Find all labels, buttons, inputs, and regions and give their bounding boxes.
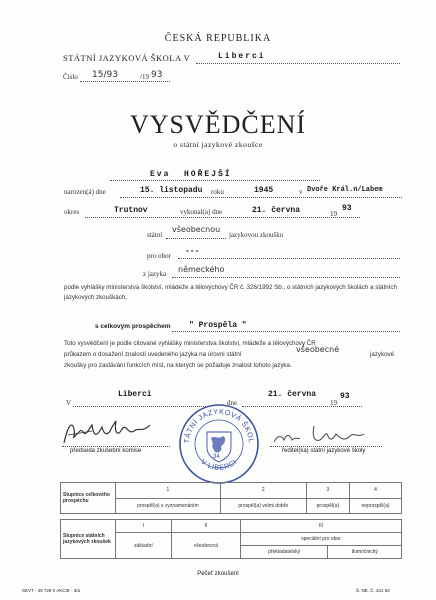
born-label: narozen(á) dne [64, 188, 106, 196]
field-line [178, 258, 400, 259]
grade-scale-label: Stupnice celkového prospěchu [61, 483, 116, 514]
exam-type-line [166, 238, 226, 239]
language-line [172, 277, 400, 278]
grade-number: 1 [116, 483, 221, 499]
country-title: ČESKÁ REPUBLIKA [164, 33, 272, 44]
number-label: Číslo [63, 73, 78, 81]
exam-type-name: základní [116, 533, 172, 559]
state-label: státní [147, 231, 163, 239]
exam-year-prefix: 19 [330, 210, 337, 218]
exam-number: III [240, 520, 401, 533]
document-title: VYSVĚDČENÍ [129, 110, 307, 139]
stamp-text-bottom: V LIBERCI [199, 457, 239, 472]
exam-scale-table [60, 519, 402, 559]
year-value: 93 [151, 70, 163, 80]
issued-year: 93 [340, 392, 350, 401]
exam-date-label: vykonal(a) dne [180, 208, 223, 216]
grade-number: 3 [306, 483, 349, 499]
left-signature [58, 415, 158, 447]
exam-number: II [171, 520, 240, 533]
born-place: Dvoře Král.n/Labem [307, 186, 383, 194]
number-line [80, 81, 170, 82]
school-city: Liberci [218, 52, 266, 61]
stamp-note: Pečeť zkoušení [197, 571, 239, 577]
stamp-text-top: TÁTNÍ JAZYKOVÁ ŠKOL [181, 406, 257, 444]
field-label: pro obor [147, 252, 171, 260]
issued-place: Liberci [118, 390, 152, 399]
exam-subtype-name: překladatelský [240, 546, 327, 559]
right-signature [270, 420, 370, 448]
law-text: podle vyhlášky ministerstva školství, mládeže a tělovýchovy ČR č. 326/1992 Sb., o státních jazykových školách a státních jazykových zkouškách, [64, 284, 397, 301]
exam-date: 21. června [252, 206, 301, 215]
district-line [85, 217, 360, 218]
name-line [110, 180, 320, 181]
cert-line-1: Toto vysvědčení je podle citované vyhlášky ministerstva školství, mládeže a tělovýchovy ČR [64, 340, 316, 347]
result-label: s celkovým prospěchem [95, 323, 171, 330]
school-stamp [177, 402, 261, 486]
exam-type-name: speciální pro obor [240, 533, 401, 546]
number-value: 15/93 [92, 70, 118, 80]
born-date: 15. listopadu [140, 186, 203, 195]
grade-name: neprospěl(a) [350, 498, 402, 514]
left-signature-role: předseda zkušební komise [70, 448, 142, 454]
right-signature-line [270, 446, 382, 447]
cert-line-2-start: průkazem o dosažení znalosti uvedeného jazyka na úrovni státní [64, 351, 242, 358]
right-signature-role: ředitel(ka) státní jazykové školy [282, 448, 366, 454]
year-prefix: /19 [140, 73, 149, 81]
grade-name: prospěl(a) [306, 498, 349, 514]
language-label: z jazyka [143, 270, 167, 278]
holder-name: Eva HOŘEJŠÍ [150, 170, 232, 179]
school-line [196, 63, 400, 64]
born-year: 1945 [254, 186, 274, 195]
district-label: okres [64, 208, 80, 216]
issued-place-prefix: V [66, 399, 72, 407]
footer-left-code: SEVT · 49 726 0 AKCIE · 3/a [22, 588, 80, 593]
exam-number: I [116, 520, 172, 533]
field-value: --- [185, 247, 200, 256]
district-value: Trutnov [114, 206, 148, 215]
footer-right-code: Š. NE. Č. 341 92 [356, 588, 390, 593]
exam-scale-label: Stupnice státních jazykových zkoušek [61, 520, 116, 559]
school-prefix: STÁTNÍ JAZYKOVÁ ŠKOLA V [63, 53, 191, 63]
exam-subtype-name: tlumočnický [328, 546, 402, 559]
exam-type-name: všeobecná [171, 533, 240, 559]
grade-name: prospěl(a) velmi dobře [220, 498, 306, 514]
exam-suffix: jazykovou zkoušku [229, 231, 284, 239]
result-value: " Prospěla " [189, 321, 247, 330]
exam-year: 93 [342, 204, 352, 213]
issued-date-label: dne [227, 399, 238, 407]
cert-line-3: zkoušky pro zastávání funkcích míst, na kterých se požaduje znalost tohoto jazyka. [64, 362, 292, 369]
grade-name: prospěl(a) s vyznamenáním [116, 498, 221, 514]
place-prefix: v [299, 188, 303, 196]
issued-date: 21. června [268, 390, 317, 399]
born-year-label: roku [211, 188, 224, 196]
exam-type: všeobecnou [172, 225, 221, 234]
stamp-number: 34 [213, 454, 220, 460]
cert-line-2-end: jazykové [370, 351, 395, 358]
left-signature-line [62, 446, 170, 447]
grade-number: 2 [220, 483, 306, 499]
result-line [172, 331, 400, 332]
grade-number: 4 [350, 483, 402, 499]
issued-year-prefix: 19 [330, 399, 337, 407]
grade-scale-table [60, 482, 402, 514]
language-value: německého [178, 265, 225, 274]
document-subtitle: o státní jazykové zkoušce [173, 140, 263, 149]
cert-line-2-value: všeobecné [296, 345, 340, 354]
born-line [120, 197, 402, 198]
